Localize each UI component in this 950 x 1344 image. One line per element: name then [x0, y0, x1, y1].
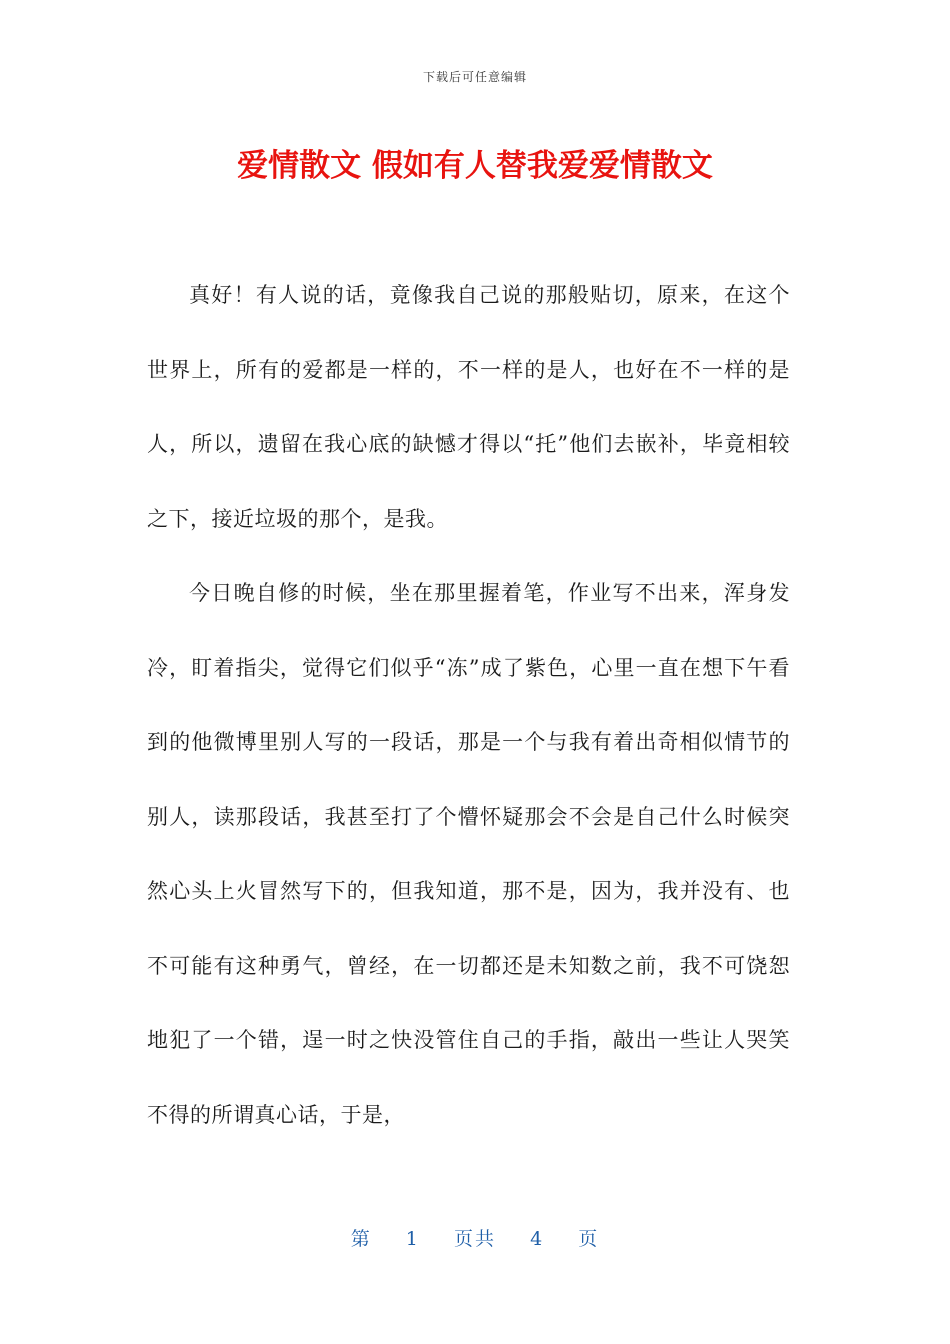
header-note: 下载后可任意编辑 — [422, 70, 527, 84]
page-total: 4 — [530, 1228, 545, 1250]
paragraph: 今日晚自修的时候，坐在那里握着笔，作业写不出来，浑身发冷，盯着指尖，觉得它们似乎“冻”成了紫色，心里一直在想下午看到的他微博里别人写的一段话，那是一个与我有着出奇相似情节的别人，读那段话，我甚至打了个懵怀疑那会不会是自己什么时候突然心头上火冒然写下的，但我知道，那不是，因为，我并没有、也不可能有这种勇气，曾经，在一切都还是未知数之前，我不可饶恕地犯了一个错，逞一时之快没管住自己的手指，敲出一些让人哭笑不得的所谓真心话，于是， — [147, 581, 790, 1127]
page-footer — [0, 1224, 950, 1251]
page-mid: 页共 — [453, 1228, 496, 1250]
page-prefix: 第 — [350, 1228, 372, 1250]
document-body — [147, 258, 790, 1152]
document-title: 爱情散文 假如有人替我爱爱情散文 — [237, 148, 713, 184]
paragraph: 真好！有人说的话，竟像我自己说的那般贴切，原来，在这个世界上，所有的爱都是一样的，不一样的是人，也好在不一样的是人，所以，遗留在我心底的缺憾才得以“托”他们去嵌补，毕竟相较之下，接近垃圾的那个，是我。 — [147, 283, 790, 531]
page-suffix: 页 — [578, 1228, 600, 1250]
page-current: 1 — [405, 1228, 420, 1250]
